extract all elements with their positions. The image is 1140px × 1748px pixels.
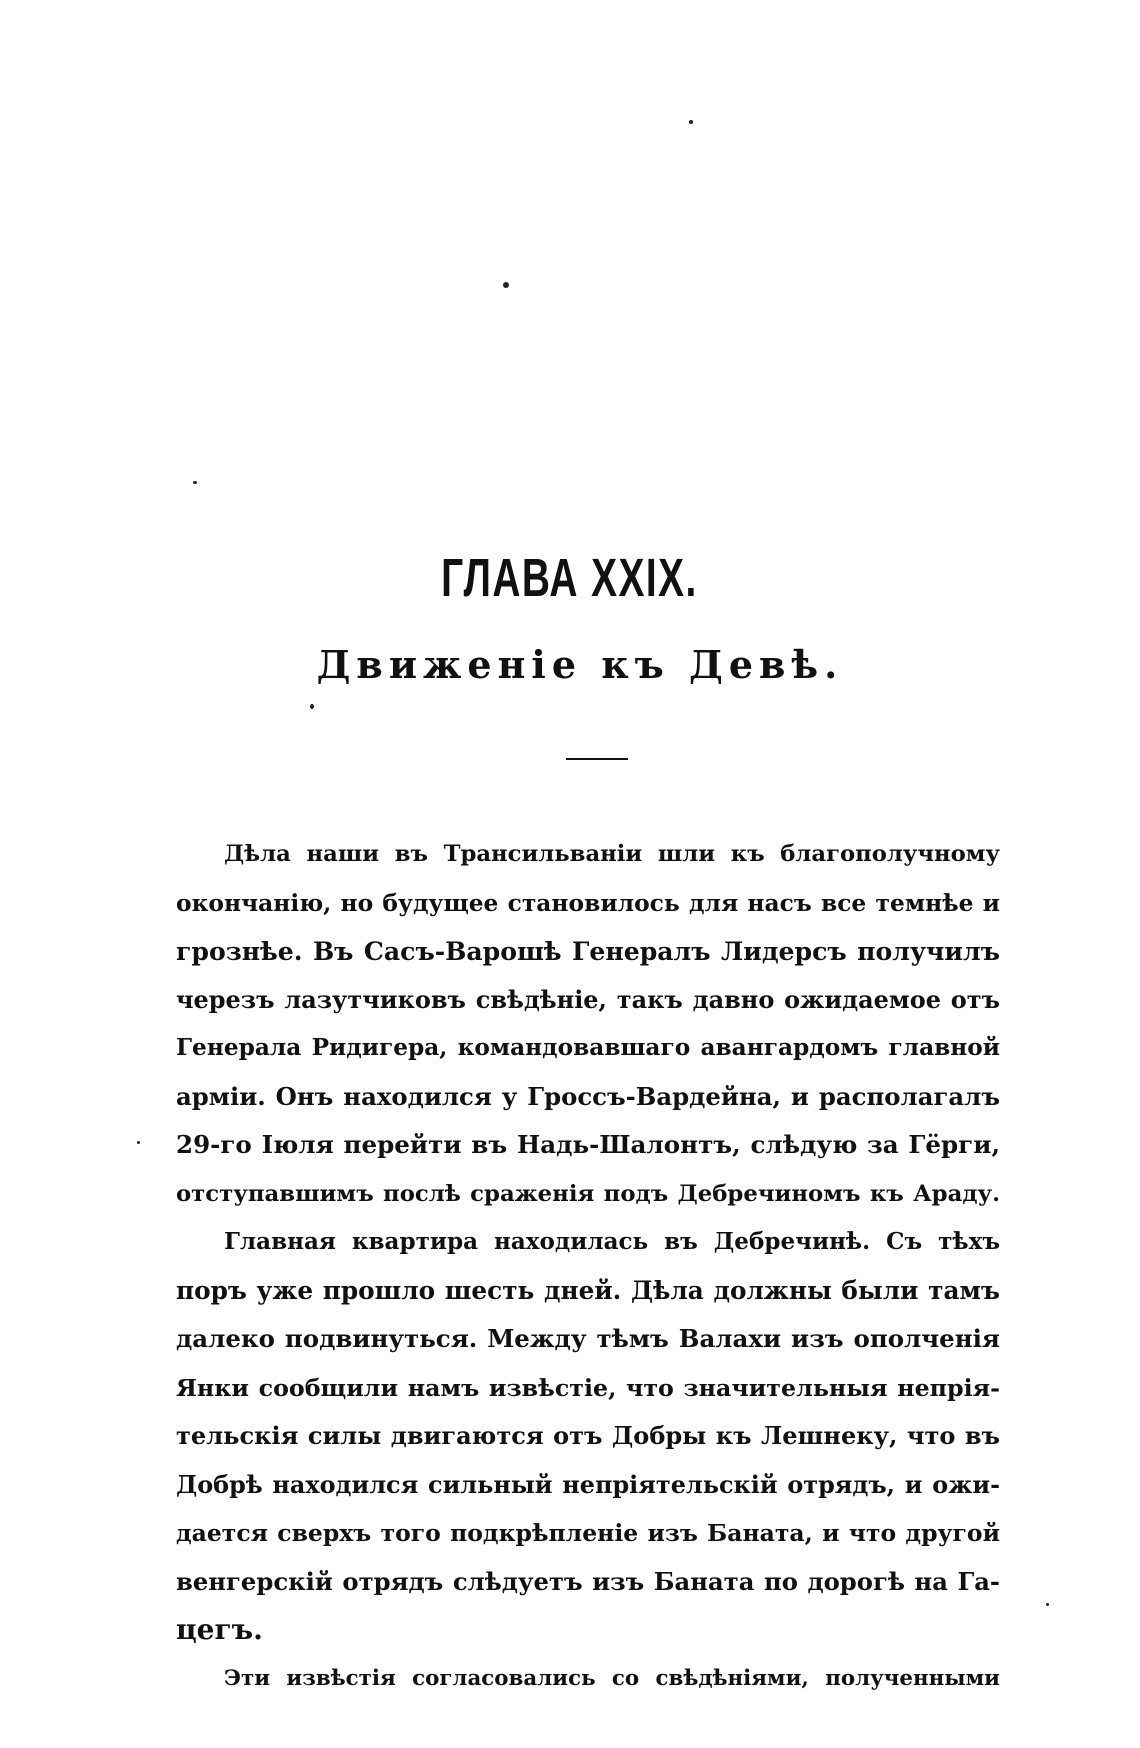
text-line: окончанію, но будущее становилось для насъ все темнѣе и [176,888,1000,917]
text-line: Генерала Ридигера, командовавшаго авангардомъ главной [176,1034,1000,1061]
text-line: венгерскій отрядъ слѣдуетъ изъ Баната по дорогѣ на Га- [176,1566,1000,1596]
body-text [176,830,1000,1703]
chapter-subtitle: Движеніе къ Девѣ. [316,642,844,687]
text-line: черезъ лазутчиковъ свѣдѣніе, такъ давно ожидаемое отъ [176,984,1000,1014]
text-line: арміи. Онъ находился у Гроссъ-Вардейна, и располагалъ [176,1081,1000,1111]
text-line: далеко подвинуться. Между тѣмъ Валахи изъ ополченія [176,1324,1000,1353]
text-line: поръ уже прошло шесть дней. Дѣла должны были тамъ [176,1275,1000,1305]
scan-speck [310,704,314,709]
scan-speck [689,120,693,124]
text-line: Добрѣ находился сильный непріятельскій отрядъ, и ожи- [176,1470,1000,1499]
scan-speck [503,282,509,288]
scan-speck [193,481,197,484]
text-line: дается сверхъ того подкрѣпленіе изъ Баната, и что другой [176,1519,1000,1547]
chapter-title: ГЛАВА XXIX. [441,548,698,608]
scan-speck [1046,1603,1049,1606]
text-line: Эти извѣстія согласовались со свѣдѣніями, полученными [224,1665,1000,1691]
text-line: цегъ. [176,1613,263,1646]
section-divider [566,758,628,760]
text-line: тельскія силы двигаются отъ Добры къ Лешнеку, что въ [176,1421,1000,1450]
text-line: Дѣла наши въ Трансильваніи шли къ благополучному [224,841,1000,867]
text-line: 29-го Іюля перейти въ Надь-Шалонтъ, слѣдую за Гёрги, [176,1130,1000,1159]
text-line: Янки сообщили намъ извѣстіе, что значительныя непрія- [176,1373,1000,1402]
text-line: отступавшимъ послѣ сраженія подъ Дебречиномъ къ Араду. [176,1180,1000,1207]
text-line: грознѣе. Въ Сасъ-Варошѣ Генералъ Лидерсъ получилъ [176,936,1000,966]
text-line: Главная квартира находилась въ Дебречинѣ. Съ тѣхъ [224,1228,1000,1255]
scan-speck [137,1141,140,1144]
